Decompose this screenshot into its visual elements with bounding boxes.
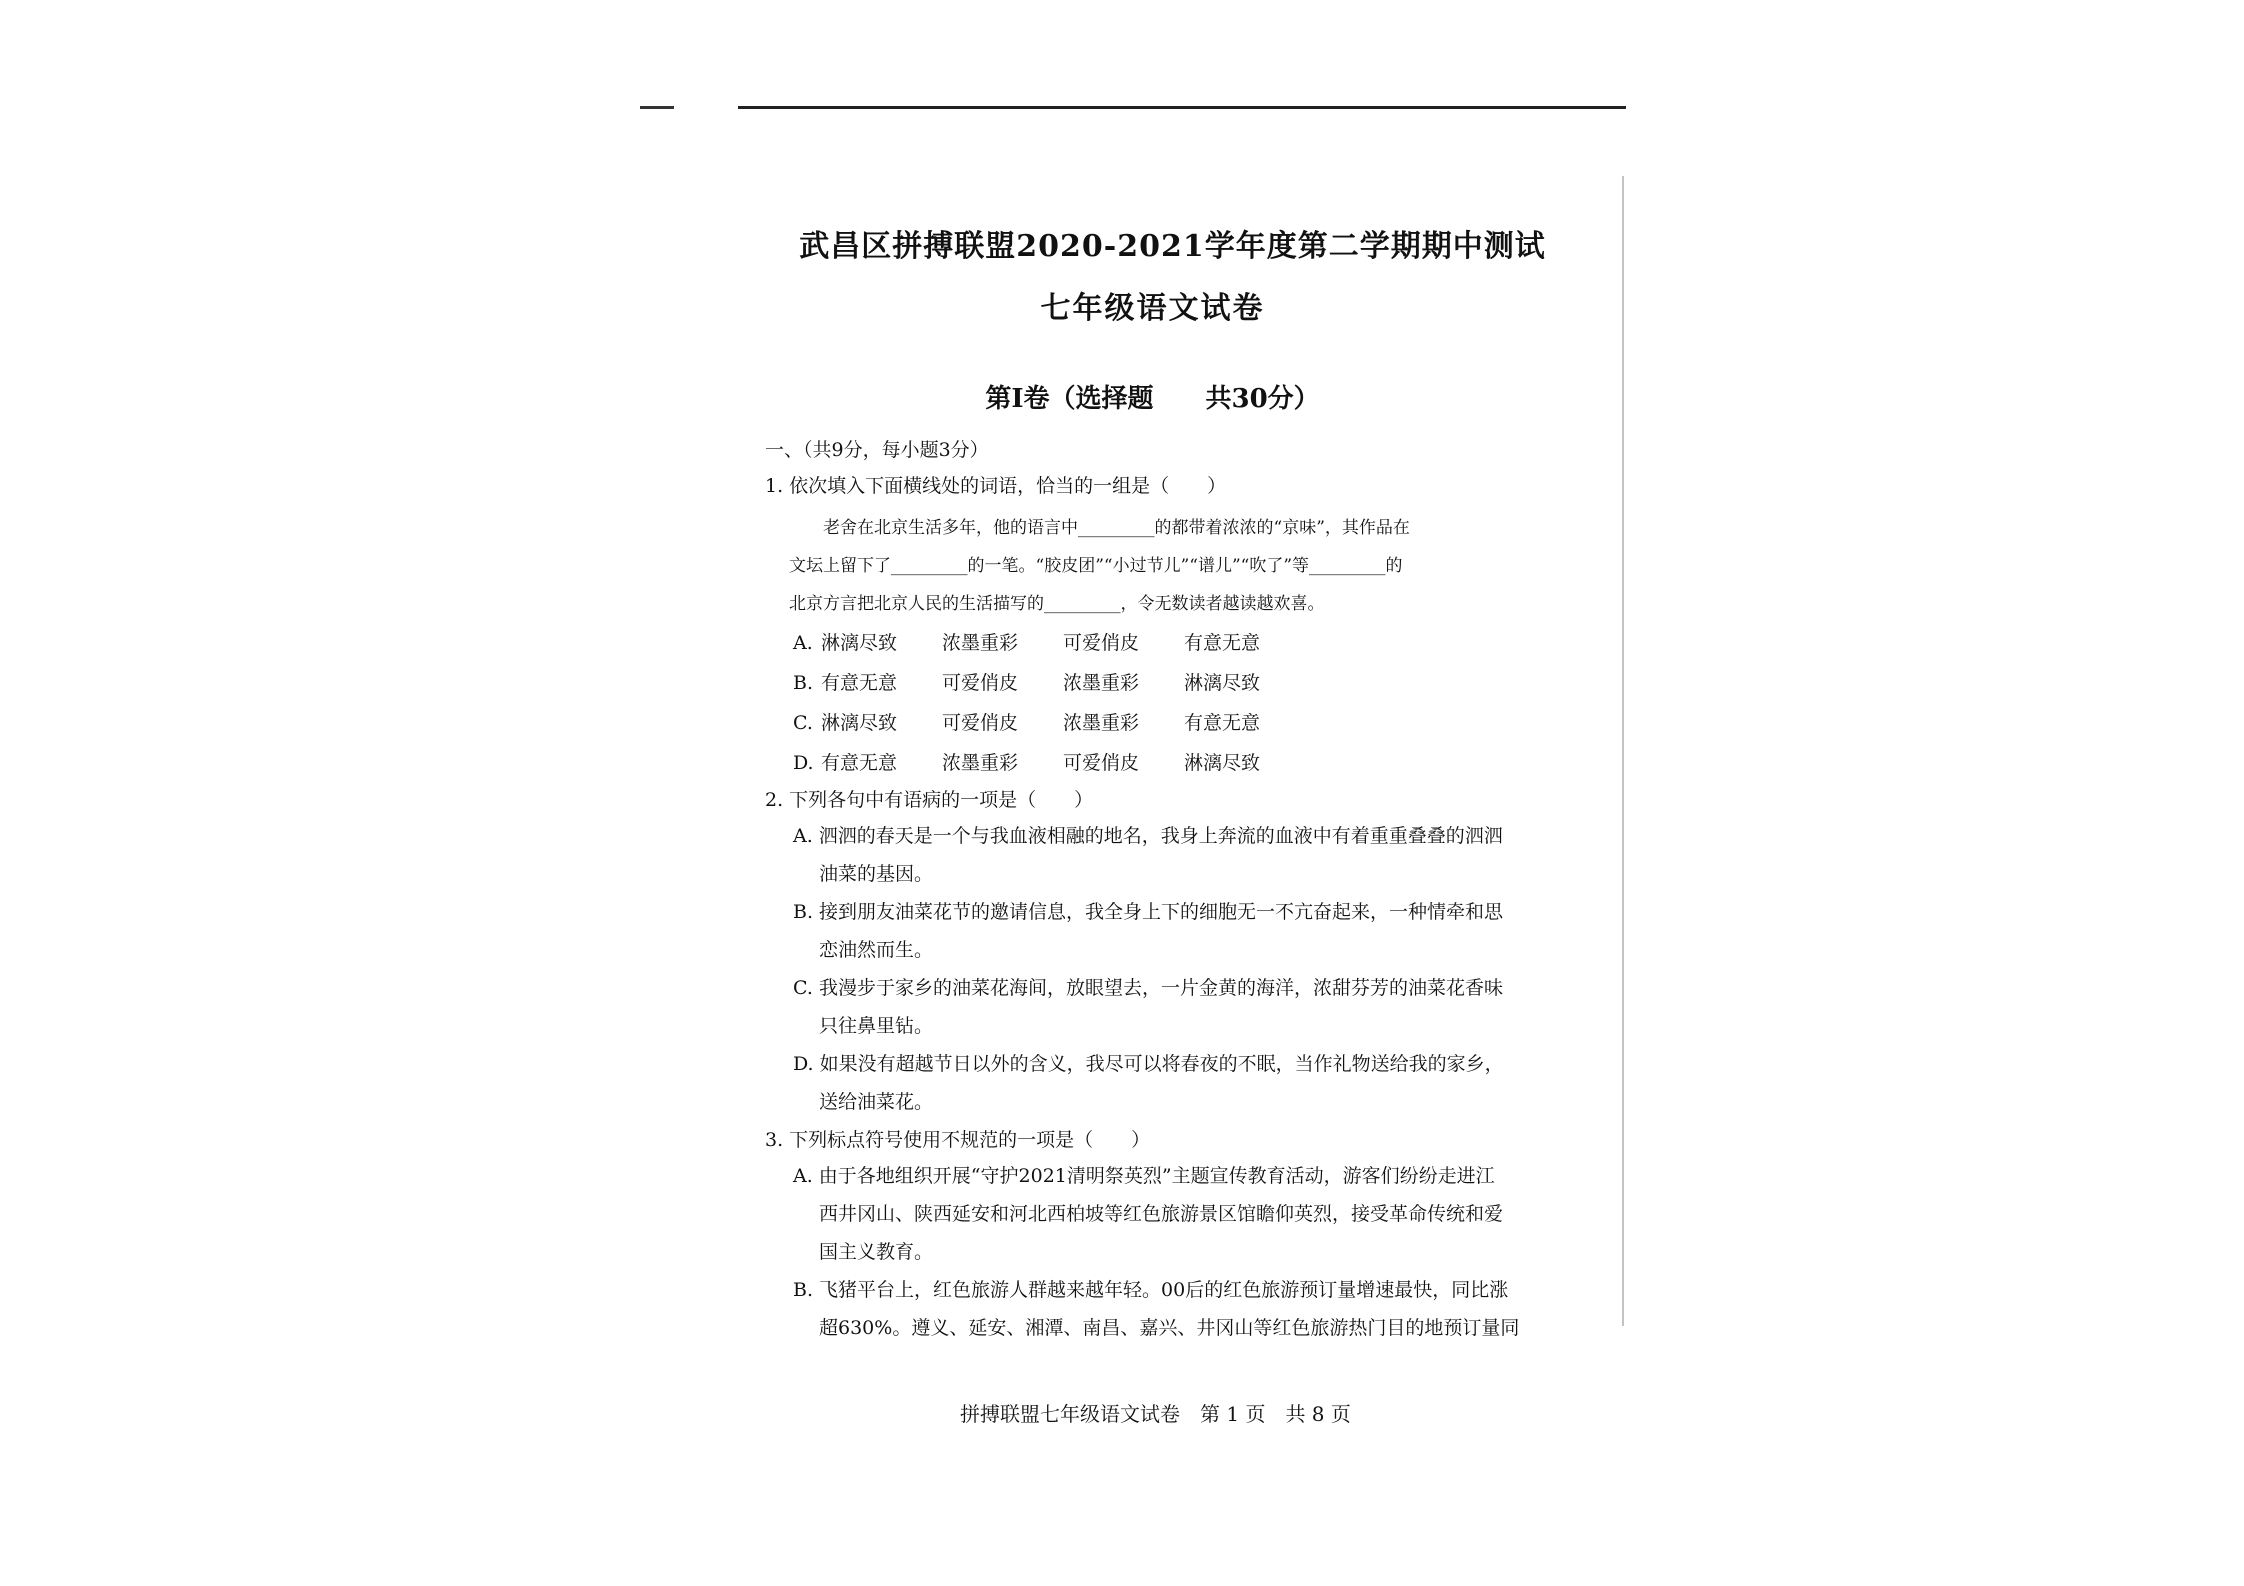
option-text-continued: 西井冈山、陕西延安和河北西柏坡等红色旅游景区馆瞻仰英烈，接受革命传统和爱 [819,1203,1504,1225]
option-item: 可爱俏皮 [942,672,1019,694]
question-3-option-a [765,1157,1560,1271]
option-item: 有意无意 [1184,712,1261,734]
option-item: 浓墨重彩 [1063,672,1140,694]
option-item: 浓墨重彩 [1063,712,1140,734]
passage-line-3: 北京方言把北京人民的生活描写的_________，令无数读者越读越欢喜。 [789,594,1325,614]
question-1-stem: 1. 依次填入下面横线处的词语，恰当的一组是（ ） [765,475,1227,497]
option-item: 有意无意 [821,752,898,774]
option-letter: B. [793,672,814,694]
option-letter: A. [793,632,813,654]
option-item: 有意无意 [821,672,898,694]
option-letter: C. [793,712,813,734]
option-text-continued: 只往鼻里钻。 [819,1015,934,1037]
option-item: 淋漓尽致 [1184,752,1261,774]
scan-edge-mark [640,106,674,109]
option-item: 淋漓尽致 [1184,672,1261,694]
top-rule [738,106,1626,109]
option-text: C. 我漫步于家乡的油菜花海间，放眼望去，一片金黄的海洋，浓甜芬芳的油菜花香味 [793,977,1503,999]
question-2-option-a [765,817,1560,893]
question-3-stem: 3. 下列标点符号使用不规范的一项是（ ） [765,1129,1151,1151]
option-text-continued: 油菜的基因。 [819,863,934,885]
option-item: 可爱俏皮 [1063,632,1140,654]
option-item: 浓墨重彩 [942,752,1019,774]
question-2-stem: 2. 下列各句中有语病的一项是（ ） [765,789,1094,811]
option-text: B. 接到朋友油菜花节的邀请信息，我全身上下的细胞无一不亢奋起来，一种情牵和思 [793,901,1504,923]
option-text-continued: 送给油菜花。 [819,1091,934,1113]
question-2-option-c [765,969,1560,1045]
option-text: A. 由于各地组织开展“守护2021清明祭英烈”主题宣传教育活动，游客们纷纷走进江 [793,1165,1495,1187]
option-text-continued: 超630%。遵义、延安、湘潭、南昌、嘉兴、井冈山等红色旅游热门目的地预订量同 [819,1317,1520,1339]
scan-edge-shadow [1622,176,1624,1326]
option-row-b [765,663,1560,703]
question-1-passage [765,509,1560,623]
passage-line-2: 文坛上留下了_________的一笔。“胶皮团”“小过节儿”“谱儿”“吹了”等_________的 [789,556,1403,576]
option-text: D. 如果没有超越节日以外的含义，我尽可以将春夜的不眠，当作礼物送给我的家乡， [793,1053,1504,1075]
option-item: 有意无意 [1184,632,1261,654]
part-label: 一、（共9分，每小题3分） [765,439,989,461]
exam-page [765,225,1560,1347]
option-item: 淋漓尽致 [821,712,898,734]
question-3-option-b [765,1271,1560,1347]
option-text-continued: 恋油然而生。 [819,939,934,961]
option-text-continued: 国主义教育。 [819,1241,934,1263]
exam-subtitle: 七年级语文试卷 [1040,291,1265,326]
option-row-d [765,743,1560,783]
passage-line-1: 老舍在北京生活多年，他的语言中_________的都带着浓浓的“京味”，其作品在 [823,518,1410,538]
exam-title: 武昌区拼搏联盟2020-2021学年度第二学期期中测试 [799,229,1546,264]
question-2-option-b [765,893,1560,969]
option-item: 淋漓尽致 [821,632,898,654]
option-letter: D. [793,752,814,774]
option-row-a [765,623,1560,663]
question-1-options [765,623,1560,783]
option-text: A. 泗泗的春天是一个与我血液相融的地名，我身上奔流的血液中有着重重叠叠的泗泗 [793,825,1503,847]
section-heading: 第I卷（选择题 共30分） [985,384,1320,414]
option-text: B. 飞猪平台上，红色旅游人群越来越年轻。00后的红色旅游预订量增速最快，同比涨 [793,1279,1509,1301]
option-row-c [765,703,1560,743]
page-footer: 拼搏联盟七年级语文试卷 第 1 页 共 8 页 [960,1402,1351,1426]
option-item: 浓墨重彩 [942,632,1019,654]
option-item: 可爱俏皮 [942,712,1019,734]
question-2-option-d [765,1045,1560,1121]
option-item: 可爱俏皮 [1063,752,1140,774]
